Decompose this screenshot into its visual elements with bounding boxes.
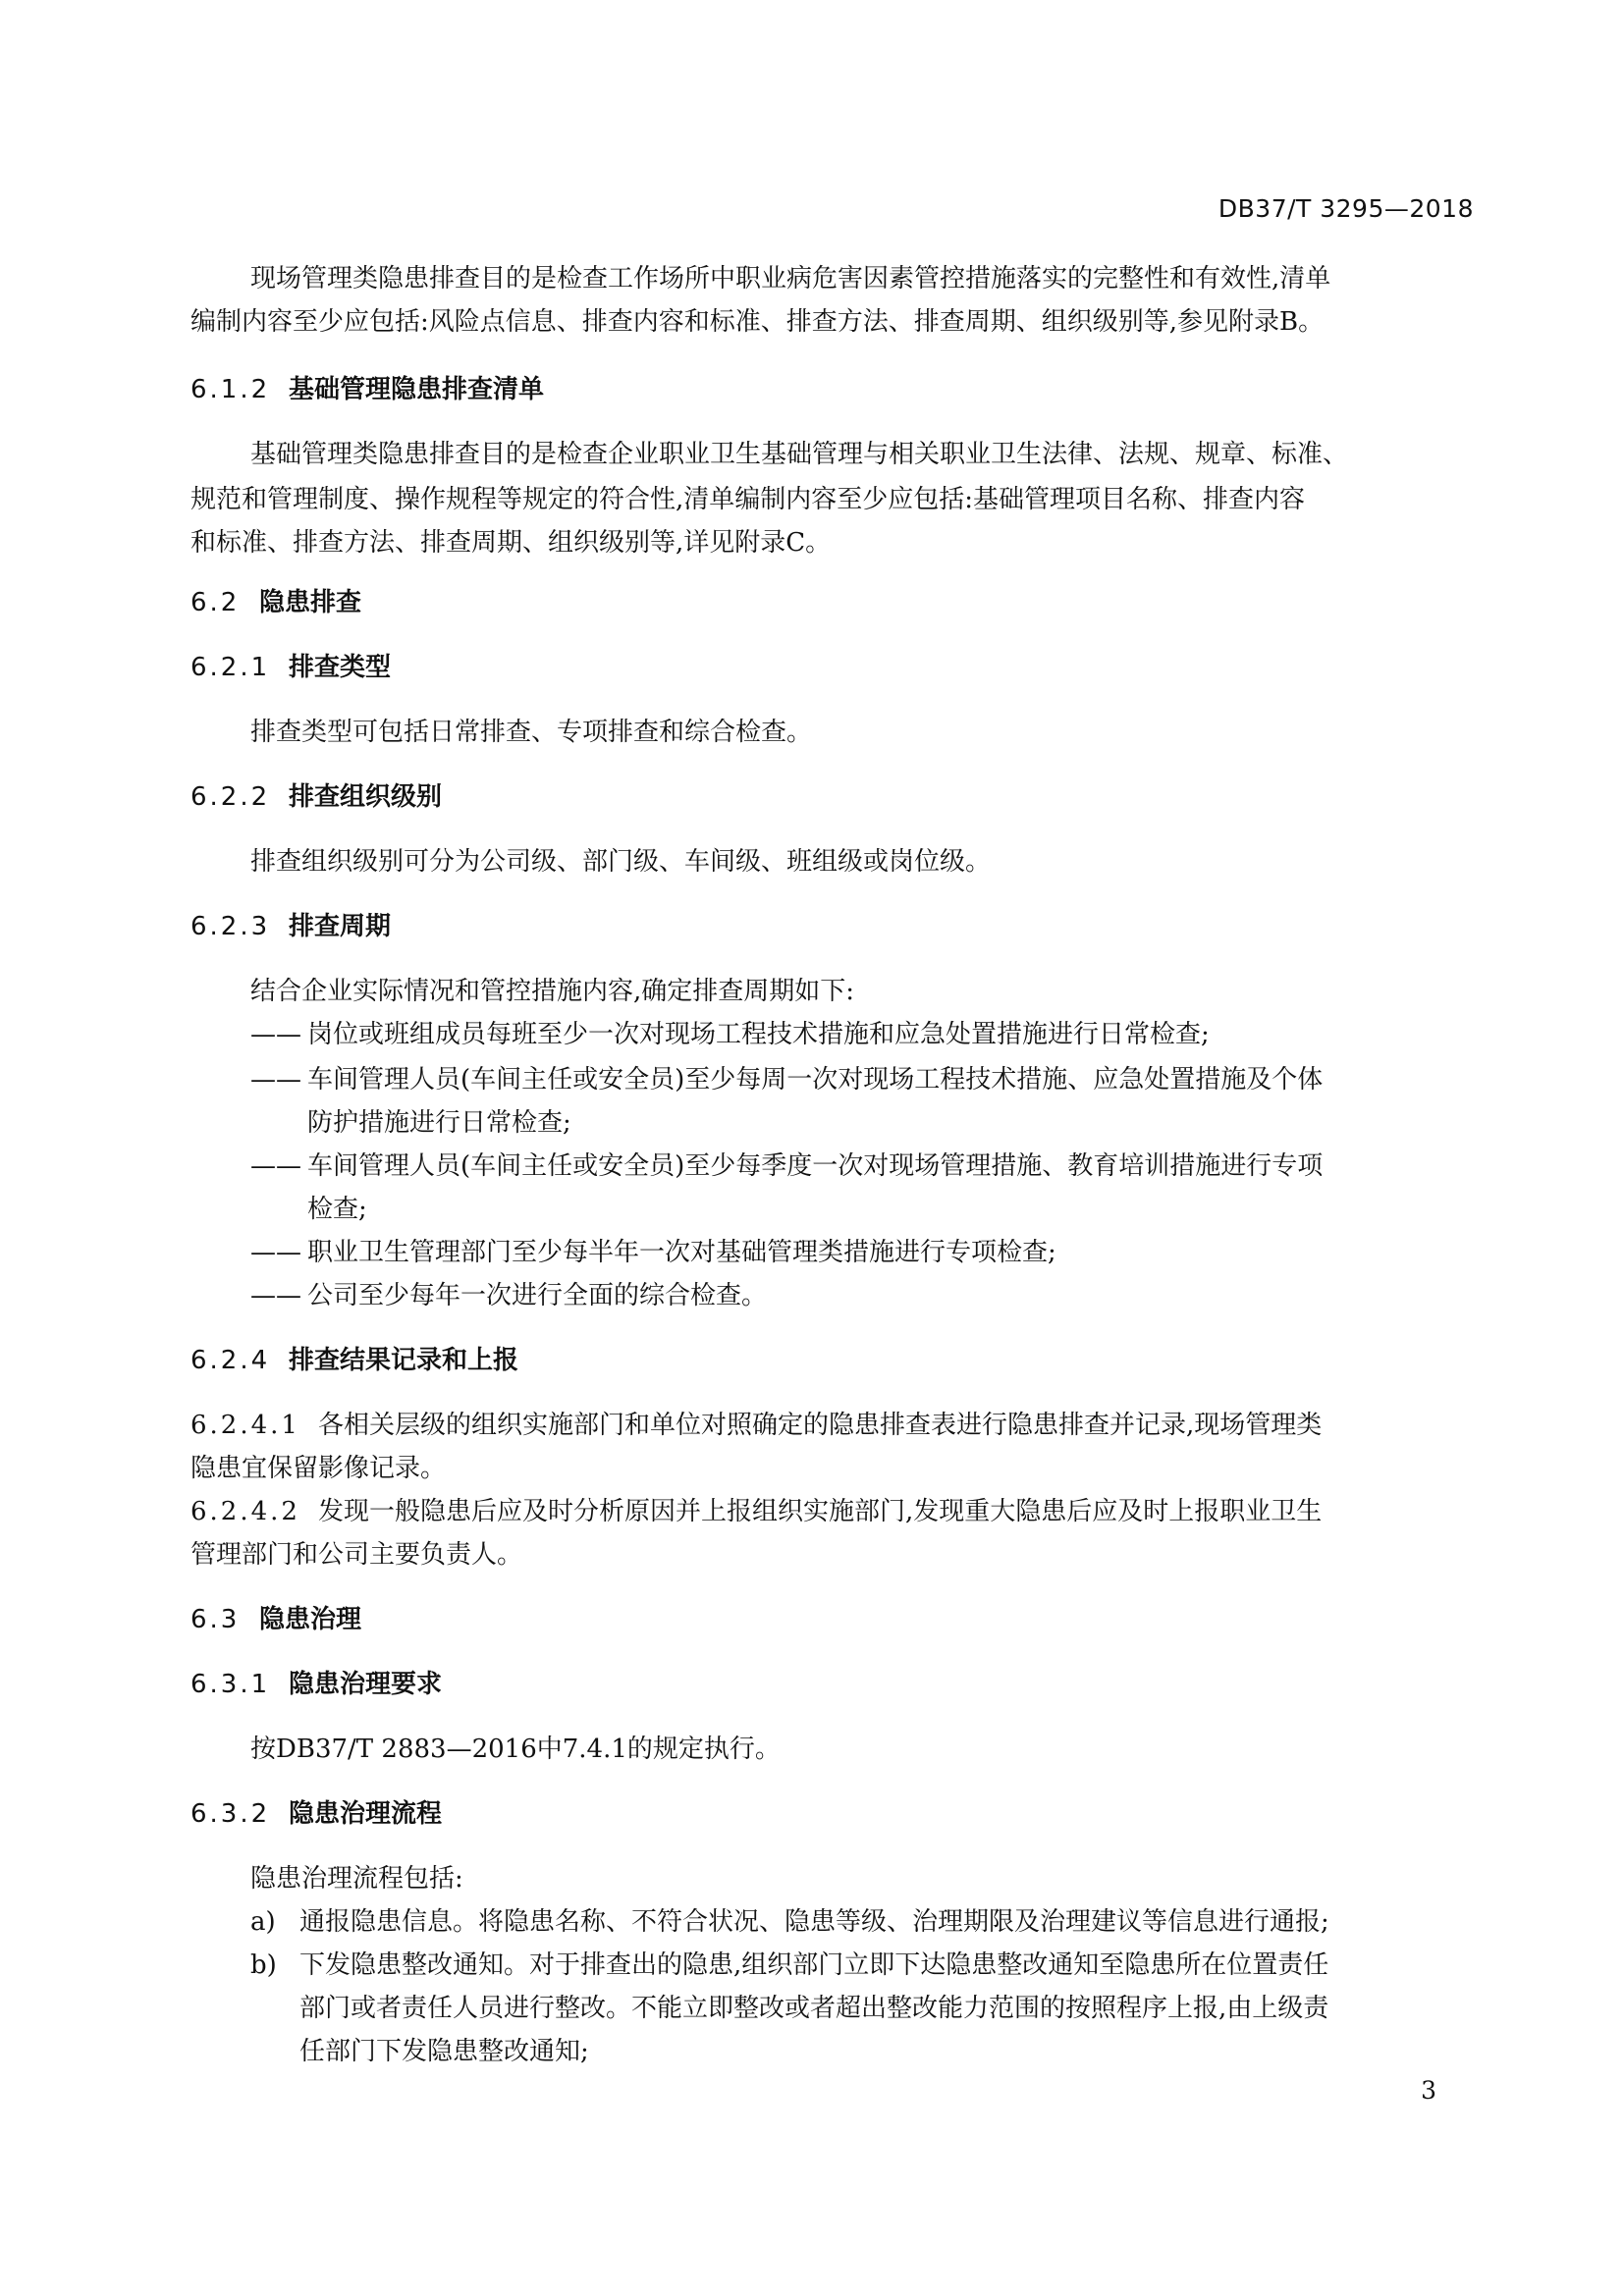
paragraph-line: 编制内容至少应包括:风险点信息、排查内容和标准、排查方法、排查周期、组织级别等,参见附录B。	[190, 307, 1325, 337]
paragraph-line: 结合企业实际情况和管控措施内容,确定排查周期如下:	[250, 977, 855, 1006]
list-item	[250, 1274, 1537, 1317]
section-title: 排查组织级别	[289, 782, 443, 812]
section-heading-6-3	[190, 1598, 1477, 1641]
paragraph-line: 隐患宜保留影像记录。	[190, 1454, 447, 1483]
dash-marker: ——	[250, 1281, 301, 1310]
section-number: 6.2.3	[190, 912, 271, 941]
section-number: 6.1.2	[190, 375, 271, 404]
section-number: 6.2.4	[190, 1346, 271, 1375]
list-item-text: 车间管理人员(车间主任或安全员)至少每周一次对现场工程技术措施、应急处置措施及个体	[307, 1065, 1324, 1095]
page-number: 3	[1421, 2076, 1436, 2105]
paragraph-line: 隐患治理流程包括:	[250, 1864, 463, 1894]
section-title: 隐患排查	[259, 588, 362, 617]
paragraph-line: 基础管理类隐患排查目的是检查企业职业卫生基础管理与相关职业卫生法律、法规、规章、标准、	[250, 440, 1349, 469]
clause-number: 6.2.4.1	[190, 1411, 300, 1440]
clause-6-2-4-1	[190, 1404, 1477, 1447]
list-item	[250, 1145, 1537, 1188]
dash-marker: ——	[250, 1020, 301, 1049]
list-item-text: 公司至少每年一次进行全面的综合检查。	[307, 1281, 768, 1310]
paragraph-line: 和标准、排查方法、排查周期、组织级别等,详见附录C。	[190, 528, 832, 558]
section-heading-6-1-2	[190, 368, 1477, 411]
paragraph-line: 规范和管理制度、操作规程等规定的符合性,清单编制内容至少应包括:基础管理项目名称、排查内容	[190, 485, 1306, 514]
list-item	[250, 1058, 1537, 1101]
section-heading-6-3-2	[190, 1792, 1477, 1836]
list-item	[250, 1013, 1537, 1056]
list-label: a)	[250, 1907, 276, 1937]
section-title: 排查周期	[289, 912, 392, 941]
clause-number: 6.2.4.2	[190, 1497, 300, 1526]
section-heading-6-2-1	[190, 646, 1477, 689]
list-item-text: 车间管理人员(车间主任或安全员)至少每季度一次对现场管理措施、教育培训措施进行专项	[307, 1151, 1324, 1181]
section-number: 6.2.2	[190, 782, 271, 812]
paragraph-line: 管理部门和公司主要负责人。	[190, 1540, 523, 1570]
section-number: 6.3.2	[190, 1799, 271, 1829]
list-item-a	[250, 1900, 1537, 1944]
clause-text: 各相关层级的组织实施部门和单位对照确定的隐患排查表进行隐患排查并记录,现场管理类	[318, 1411, 1323, 1440]
section-title: 基础管理隐患排查清单	[289, 375, 545, 404]
list-item-text: 下发隐患整改通知。对于排查出的隐患,组织部门立即下达隐患整改通知至隐患所在位置责任	[299, 1950, 1329, 1980]
section-title: 隐患治理要求	[289, 1670, 443, 1699]
list-item-text: 通报隐患信息。将隐患名称、不符合状况、隐患等级、治理期限及治理建议等信息进行通报;	[299, 1907, 1329, 1937]
list-item-text: 岗位或班组成员每班至少一次对现场工程技术措施和应急处置措施进行日常检查;	[307, 1020, 1210, 1049]
paragraph-line: 现场管理类隐患排查目的是检查工作场所中职业病危害因素管控措施落实的完整性和有效性,清单	[250, 264, 1331, 294]
list-item	[250, 1231, 1537, 1274]
clause-6-2-4-2	[190, 1490, 1477, 1533]
section-heading-6-2	[190, 581, 1477, 624]
dash-marker: ——	[250, 1065, 301, 1095]
paragraph-line: 按DB37/T 2883—2016中7.4.1的规定执行。	[250, 1735, 781, 1764]
section-title: 隐患治理流程	[289, 1799, 443, 1829]
section-title: 隐患治理	[259, 1605, 362, 1634]
list-item-continuation: 防护措施进行日常检查;	[307, 1108, 571, 1138]
section-title: 排查结果记录和上报	[289, 1346, 519, 1375]
paragraph-line: 排查组织级别可分为公司级、部门级、车间级、班组级或岗位级。	[250, 847, 992, 877]
list-item-continuation: 检查;	[307, 1195, 367, 1224]
list-label: b)	[250, 1950, 277, 1980]
list-item-continuation: 部门或者责任人员进行整改。不能立即整改或者超出整改能力范围的按照程序上报,由上级责	[299, 1994, 1329, 2023]
list-item-text: 职业卫生管理部门至少每半年一次对基础管理类措施进行专项检查;	[307, 1238, 1056, 1267]
section-number: 6.3.1	[190, 1670, 271, 1699]
paragraph-line: 排查类型可包括日常排查、专项排查和综合检查。	[250, 718, 813, 747]
list-item-b	[250, 1944, 1537, 1987]
section-heading-6-2-3	[190, 905, 1477, 948]
dash-marker: ——	[250, 1238, 301, 1267]
section-title: 排查类型	[289, 653, 392, 682]
dash-marker: ——	[250, 1151, 301, 1181]
section-number: 6.2	[190, 588, 241, 617]
section-heading-6-2-2	[190, 775, 1477, 819]
list-item-continuation: 任部门下发隐患整改通知;	[299, 2037, 589, 2066]
section-heading-6-3-1	[190, 1663, 1477, 1706]
section-heading-6-2-4	[190, 1339, 1477, 1382]
section-number: 6.3	[190, 1605, 241, 1634]
clause-text: 发现一般隐患后应及时分析原因并上报组织实施部门,发现重大隐患后应及时上报职业卫生	[318, 1497, 1323, 1526]
section-number: 6.2.1	[190, 653, 271, 682]
standard-code-header: DB37/T 3295—2018	[1217, 194, 1474, 223]
